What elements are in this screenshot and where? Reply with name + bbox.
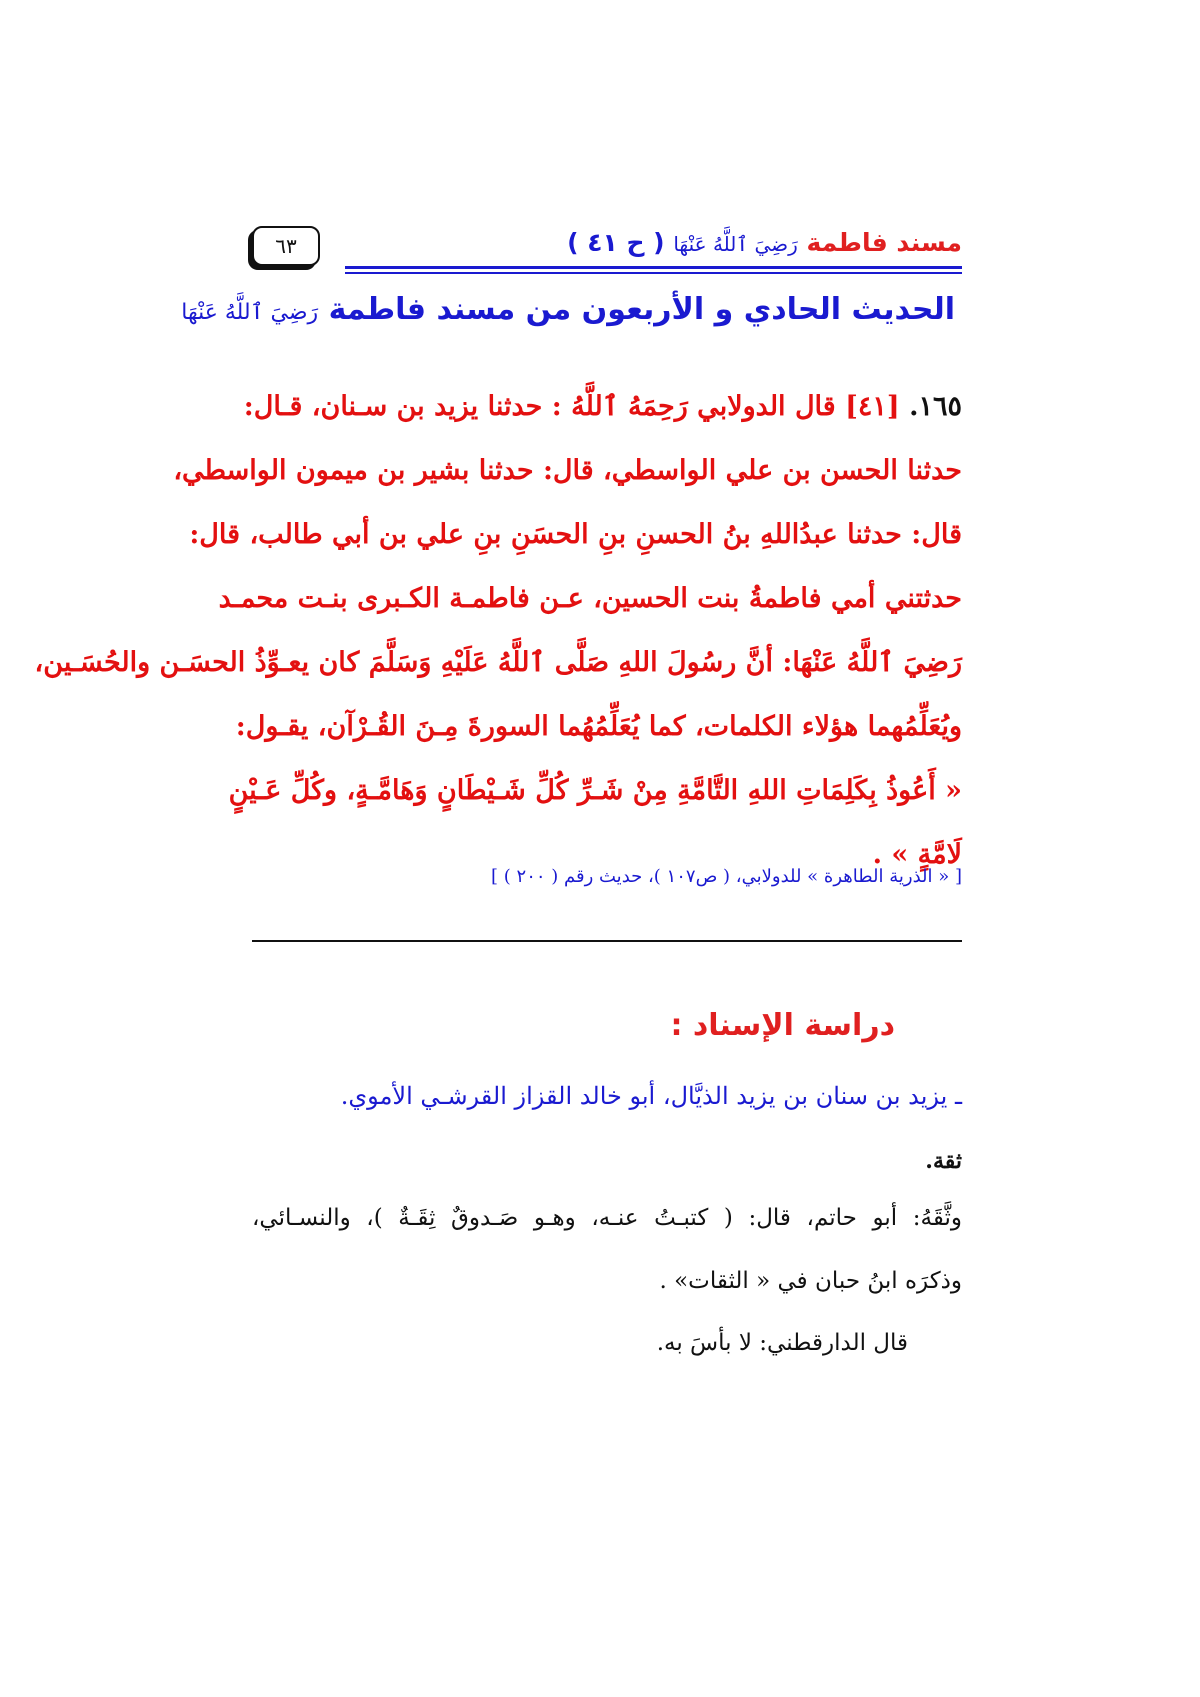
header-hadith-ref: ( ح ٤١ ): [567, 228, 665, 257]
hadith-line: لَامَّةٍ » .: [872, 839, 962, 870]
page-number-box: [252, 226, 320, 266]
hadith-line: [243, 375, 962, 439]
running-header: [567, 228, 962, 257]
hadith-text: [34, 375, 962, 887]
hadith-line: قال: حدثنا عبدُاللهِ بنُ الحسنِ بنِ الحسَنِ بنِ علي بن أبي طالب، قال:: [189, 519, 962, 550]
hadith-line-text: [٤١] قال الدولابي رَحِمَهُ ٱللَّهُ : حدثنا يزيد بن سـنان، قـال:: [243, 391, 900, 422]
header-honorific: رَضِيَ ٱللَّهُ عَنْهَا: [673, 232, 798, 256]
study-line: قال الدارقطني: لا بأسَ به.: [656, 1330, 908, 1356]
chapter-heading-honorific: رَضِيَ ٱللَّهُ عَنْهَا: [181, 300, 319, 325]
narrator-verdict: ثقة.: [925, 1148, 962, 1174]
header-rule: [345, 266, 962, 269]
study-heading: دراسة الإسناد :: [670, 1008, 895, 1043]
source-citation: [ « الذرية الطاهرة » للدولابي، ( ص١٠٧ )، حديث رقم ( ٢٠٠ ) ]: [491, 866, 962, 887]
header-title: مسند فاطمة: [806, 228, 962, 257]
page-number: ٦٣: [275, 234, 297, 258]
study-line: وثَّقَهُ: أبو حاتم، قال: ( كتبـتُ عنـه، وهـو صَـدوقٌ ثِقَـةٌ )، والنسـائي،: [252, 1205, 962, 1231]
chapter-heading-text: الحديث الحادي و الأربعون من مسند فاطمة: [328, 292, 955, 327]
hadith-number: ١٦٥.: [909, 391, 962, 422]
narrator-name: ـ يزيد بن سنان بن يزيد الذيَّال، أبو خالد القزاز القرشـي الأموي.: [340, 1082, 962, 1110]
hadith-line: ويُعَلِّمُهما هؤلاء الكلمات، كما يُعَلِّمُهُما السورةَ مِـنَ القُـرْآن، يقـول:: [235, 711, 962, 742]
chapter-heading: [181, 292, 955, 327]
hadith-line: « أَعُوذُ بِكَلِمَاتِ اللهِ التَّامَّةِ مِنْ شَـرِّ كُلِّ شَـيْطَانٍ وَهَامَّـةٍ، وكُلِّ عَـيْنٍ: [228, 775, 962, 806]
header-rule-secondary: [345, 272, 962, 274]
study-line: وذكرَه ابنُ حبان في « الثقات» .: [659, 1268, 962, 1294]
hadith-line: حدثنا الحسن بن علي الواسطي، قال: حدثنا بشير بن ميمون الواسطي،: [173, 455, 962, 486]
hadith-line: رَضِيَ ٱللَّهُ عَنْهَا: أنَّ رسُولَ اللهِ صَلَّى ٱللَّهُ عَلَيْهِ وَسَلَّمَ كان يعـوِّذُ الحسَـن والحُسَـين،: [34, 647, 962, 678]
hadith-line: حدثتني أمي فاطمةُ بنت الحسين، عـن فاطمـة الكـبرى بنـت محمـد: [218, 583, 962, 614]
section-divider: [252, 940, 962, 942]
